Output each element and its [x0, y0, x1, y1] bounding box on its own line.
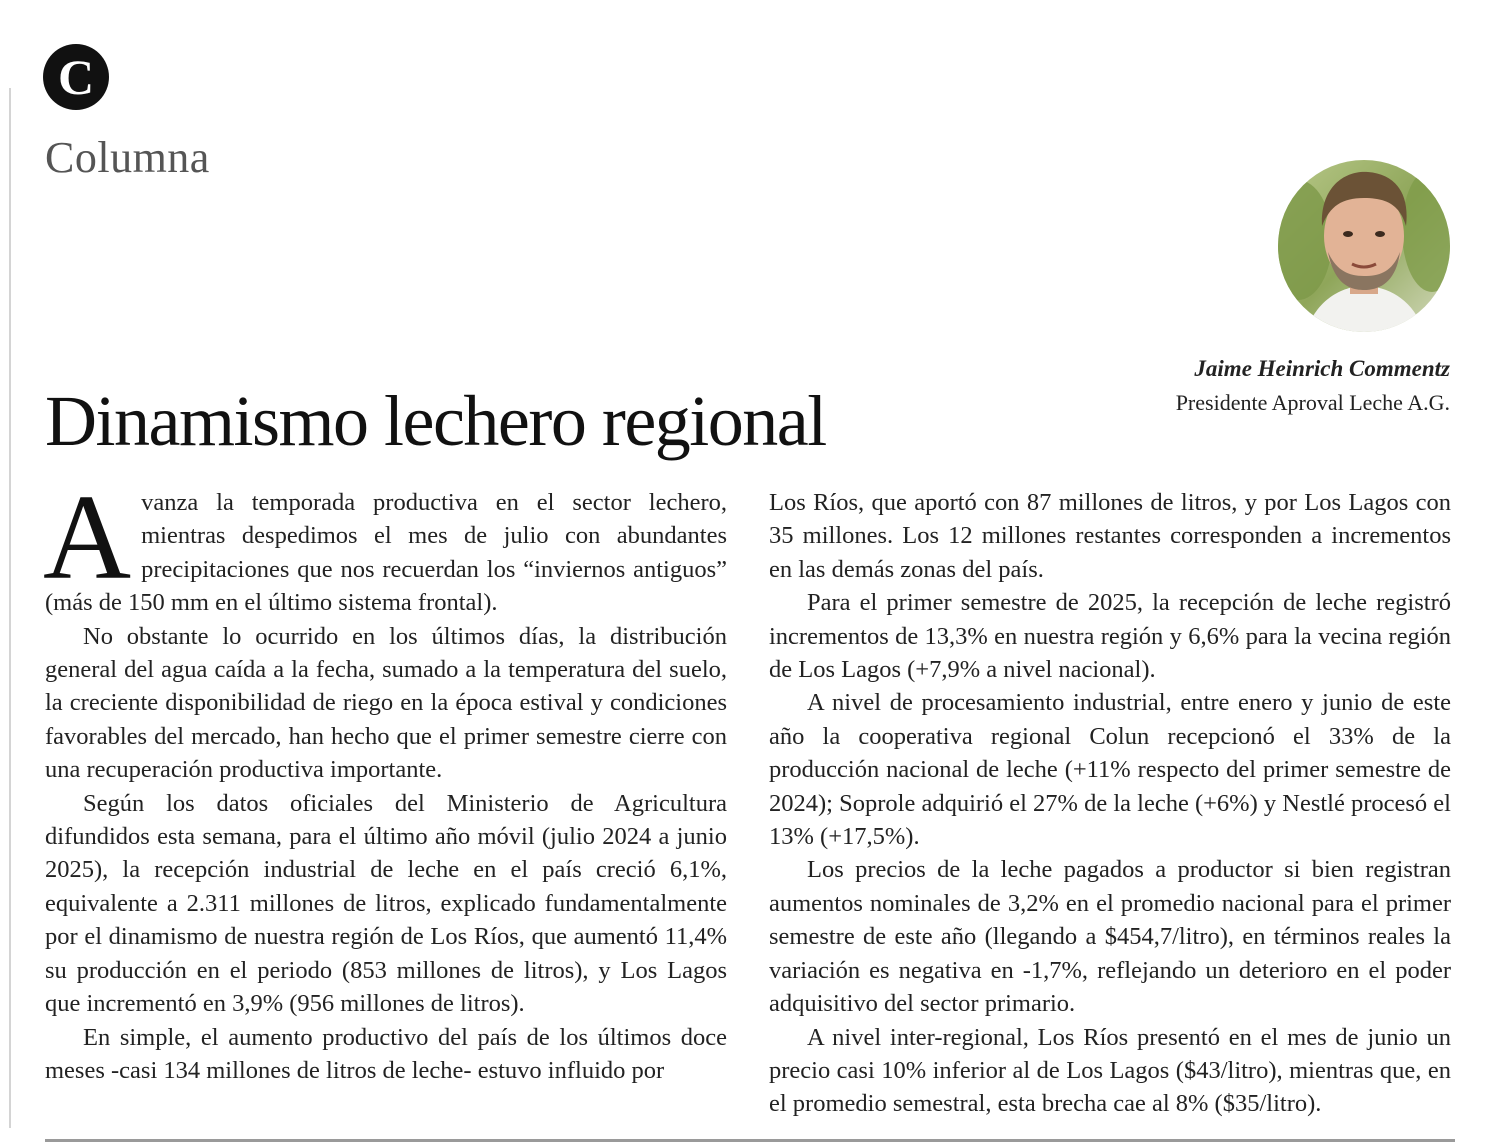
- article-paragraph: A nivel inter-regional, Los Ríos presentó en el mes de junio un precio casi 10% inferior al de Los Lagos ($43/litro), mientras que, en el promedio semestral, esta brecha cae al 8% ($35/litro).: [769, 1023, 1451, 1118]
- article-paragraph: Según los datos oficiales del Ministerio de Agricultura difundidos esta semana, para el último año móvil (julio 2024 a junio 2025), la recepción industrial de leche en el país creció 6,1%, equivalente a 2.311 millones de litros, explicado fundamentalmente por el dinamismo de nuestra región de Los Ríos, que aumentó 11,4% su producción en el periodo (853 millones de litros), y Los Lagos que incrementó en 3,9% (956 millones de litros).: [45, 789, 727, 1018]
- article-column-right: [769, 486, 1451, 1121]
- author-name: Jaime Heinrich Commentz: [1194, 356, 1450, 381]
- article-paragraph: A nivel de procesamiento industrial, entre enero y junio de este año la cooperativa regional Colun recepcionó el 33% de la producción nacional de leche (+11% respecto del primer semestre de 2024); Soprole adquirió el 27% de la leche (+6%) y Nestlé procesó el 13% (+17,5%).: [769, 689, 1451, 851]
- article-paragraph: [43, 470, 727, 620]
- author-role: Presidente Aproval Leche A.G.: [1175, 390, 1450, 415]
- article-paragraph: En simple, el aumento productivo del país de los últimos doce meses -casi 134 millones de litros de leche- estuvo influido por: [45, 1023, 727, 1084]
- paragraph-text: vanza la temporada productiva en el sector lechero, mientras despedimos el mes de julio con abundantes precipitaciones que nos recuerdan los “inviernos antiguos” (más de 150 mm en el último sistema frontal).: [45, 489, 727, 617]
- column-logo-icon: C: [43, 44, 109, 110]
- bottom-rule: [45, 1139, 1455, 1142]
- author-portrait: [1276, 160, 1452, 332]
- article-paragraph: Para el primer semestre de 2025, la recepción de leche registró incrementos de 13,3% en nuestra región y 6,6% para la vecina región de Los Lagos (+7,9% a nivel nacional).: [769, 589, 1451, 684]
- article-paragraph: No obstante lo ocurrido en los últimos días, la distribución general del agua caída a la fecha, sumado a la temperatura del suelo, la creciente disponibilidad de riego en la época estival y condiciones favorables del mercado, han hecho que el primer semestre cierre con una recuperación productiva importante.: [45, 622, 727, 784]
- article-paragraph: Los precios de la leche pagados a productor si bien registran aumentos nominales de 3,2% en el promedio nacional para el primer semestre de este año (llegando a $454,7/litro), en términos reales la variación es negativa en -1,7%, reflejando un deterioro en el poder adquisitivo del sector primario.: [769, 856, 1451, 1018]
- drop-cap: A: [43, 470, 132, 605]
- article-headline: Dinamismo lechero regional: [45, 381, 826, 461]
- page-margin-rule: [9, 88, 11, 1128]
- section-label: Columna: [45, 133, 210, 182]
- article-paragraph-continued: Los Ríos, que aportó con 87 millones de litros, y por Los Lagos con 35 millones. Los 12 millones restantes corresponden a incrementos en las demás zonas del país.: [769, 489, 1451, 583]
- article-column-left: [43, 470, 727, 1087]
